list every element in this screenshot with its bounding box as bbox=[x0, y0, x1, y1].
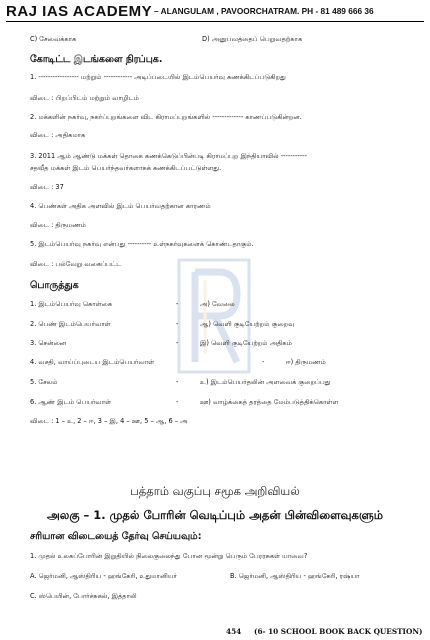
match-left-3: 3. சென்னை bbox=[30, 339, 67, 347]
mcq-option-c: C) சேவைக்காக bbox=[30, 35, 77, 43]
match-left-2: 2. பெண் இடம்பெயர்வாள் bbox=[30, 320, 111, 328]
match-right-2: ஆ) வெளி குடியேற்றம் குறைவு bbox=[200, 320, 295, 328]
page-header bbox=[6, 3, 424, 22]
chapter-question-1: 1. முதல் உலகப்போரின் இறுதியில் நிலைகுலைந்து போன மூன்று பெரும் பேரரசுகள் யாவை? bbox=[30, 552, 308, 560]
fill-blanks-heading: கோடிட்ட இடங்களை நிரப்புக. bbox=[30, 54, 163, 65]
match-right-6: ஊ) வாழ்க்கைத் தரத்தை மேம்படுத்திக்கொள்ள bbox=[200, 398, 339, 406]
choose-section-heading: சரியான விடையைத் தேர்வு செய்யவும்: bbox=[30, 531, 202, 542]
fill-question-1: 1. ----------------- மற்றும் ------------ அடிப்படையில் இடம்பெயர்வு கணக்கிடப்படுகிறது bbox=[30, 73, 286, 81]
brand-title: RAJ IAS ACADEMY bbox=[6, 3, 153, 20]
chapter-q1-option-a: A. ஜெர்மனி, ஆஸ்திரிய - ஹங்கேரி, உதுமானியர் bbox=[30, 572, 177, 580]
footer-label: (6- 10 SCHOOL BOOK BACK QUESTION) bbox=[254, 627, 423, 636]
fill-answer-2: விடை : அதிகமாக bbox=[30, 131, 86, 139]
match-right-4: ஈ) திருமணம் bbox=[286, 358, 326, 366]
fill-question-2: 2. மக்களின் நகர்வு, நகர்ப்புறங்களை விட கிராமப்புறங்களில் ------------- காணப்படுகின்றன. bbox=[30, 113, 302, 121]
match-separator: - bbox=[176, 378, 179, 386]
fill-question-3-line1: 3. 2011 ஆம் ஆண்டு மக்கள் தொகை கணக்கெடுப்பின்படி கிராமப்புற இந்தியாவில் ----------- bbox=[30, 152, 307, 160]
match-left-5: 5. சேலம் bbox=[30, 378, 58, 386]
match-left-1: 1. இடம்பெயர்வு கொள்கை bbox=[30, 300, 113, 308]
fill-question-5: 5. இடம்பெயர்வு நகர்வு என்பது ---------- உள்நகர்வுகளைக் கொண்டதாகும். bbox=[30, 240, 254, 248]
match-right-3: இ) வெளி குடியேற்றம் அதிகம் bbox=[200, 339, 292, 347]
match-right-1: அ) வேலை bbox=[200, 300, 235, 308]
match-right-5: உ) இடம்பெயர்தலின் அளவைக் குறைப்பது bbox=[200, 378, 331, 386]
match-heading: பொருத்துக bbox=[30, 280, 79, 291]
chapter-q1-option-b: B. ஜெர்மனி, ஆஸ்திரிய - ஹங்கேரி, ரஷ்யா bbox=[230, 572, 360, 580]
match-left-4: 4. வசதி, வாய்ப்புடைய இடம்பெயர்வாள் bbox=[30, 358, 155, 366]
fill-question-3-line2: சதவீத மக்கள் இடம் பெயர்ந்தவர்களாகக் கணக்கிடப்பட்டுள்ளது. bbox=[30, 164, 222, 172]
match-answer: விடை : 1 – உ, 2 – ஈ, 3 – இ, 4 – ஊ, 5 – ஆ, 6 – அ bbox=[30, 417, 188, 425]
match-left-6: 6. ஆண் இடம் பெயர்வாள் bbox=[30, 398, 112, 406]
match-separator: - bbox=[176, 320, 179, 328]
unit-title: அலகு – 1. முதல் போரின் வெடிப்பும் அதன் பின்விளைவுகளும் bbox=[47, 508, 383, 522]
fill-answer-3: விடை : 37 bbox=[30, 183, 64, 191]
fill-answer-5: விடை : பல்வேறு வகைப்பட்ட bbox=[30, 260, 122, 268]
class-title: பத்தாம் வகுப்பு சமூக அறிவியல் bbox=[130, 484, 300, 498]
match-separator: - bbox=[262, 358, 265, 366]
fill-answer-1: விடை : பிறப்பிடம் மற்றும் வாழிடம் bbox=[30, 94, 139, 102]
match-separator: - bbox=[176, 300, 179, 308]
mcq-option-d: D) அனுபவத்தைப் பெறுவதற்காக bbox=[202, 35, 303, 43]
header-contact: – ALANGULAM , PAVOORCHATRAM. PH - 81 489 666 36 bbox=[154, 6, 374, 16]
academy-watermark-logo bbox=[175, 258, 253, 376]
chapter-q1-option-c: C. ஸ்பெயின், போர்ச்சுகல், இத்தாலி bbox=[30, 592, 137, 600]
fill-answer-4: விடை : திருமணம் bbox=[30, 221, 86, 229]
fill-question-4: 4. பெண்கள் அதிக அளவில் இடம் பெயர்வதற்கான காரணம் bbox=[30, 202, 211, 210]
match-separator: - bbox=[176, 339, 179, 347]
page-number: 454 bbox=[226, 627, 242, 636]
match-separator: - bbox=[176, 398, 179, 406]
